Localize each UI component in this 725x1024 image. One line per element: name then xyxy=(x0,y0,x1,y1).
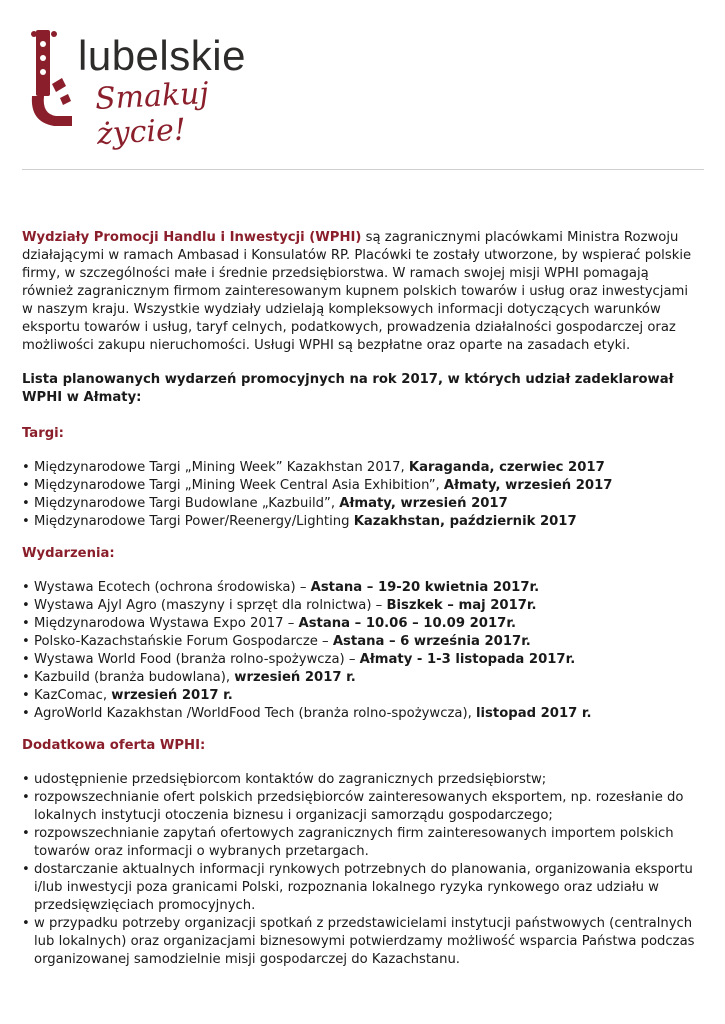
article-content xyxy=(22,229,702,985)
list-item: • Międzynarodowe Targi Budowlane „Kazbuild”, Ałmaty, wrzesień 2017 xyxy=(22,495,702,513)
list-item: • rozpowszechnianie ofert polskich przedsiębiorców zainteresowanych eksportem, np. rozesłanie do lokalnych instytucji otoczenia biznesu i organizacji samorządu gospodarczego; xyxy=(22,789,702,825)
events-list-heading: Lista planowanych wydarzeń promocyjnych na rok 2017, w których udział zadeklarował WPHI w Ałmaty: xyxy=(22,372,674,405)
list-item: • Międzynarodowe Targi „Mining Week Central Asia Exhibition”, Ałmaty, wrzesień 2017 xyxy=(22,477,702,495)
list-item: • udostępnienie przedsiębiorcom kontaktów do zagranicznych przedsiębiorstw; xyxy=(22,771,702,789)
list-item: • dostarczanie aktualnych informacji rynkowych potrzebnych do planowania, organizowania eksportu i/lub inwestycji poza granicami Polski, rozpoznania lokalnego ryzyka rynkowego oraz udziału w przedsięwzięciach promocyjnych. xyxy=(22,861,702,915)
list-item: • Międzynarodowa Wystawa Expo 2017 – Astana – 10.06 – 10.09 2017r. xyxy=(22,615,702,633)
list-item: • Wystawa World Food (branża rolno-spożywcza) – Ałmaty - 1-3 listopada 2017r. xyxy=(22,651,702,669)
list-item: • Polsko-Kazachstańskie Forum Gospodarcze – Astana – 6 września 2017r. xyxy=(22,633,702,651)
oferta-heading: Dodatkowa oferta WPHI: xyxy=(22,738,206,753)
wydarzenia-list xyxy=(22,579,702,723)
list-item: • Wystawa Ajyl Agro (maszyny i sprzęt dla rolnictwa) – Biszkek – maj 2017r. xyxy=(22,597,702,615)
wydarzenia-heading: Wydarzenia: xyxy=(22,546,115,561)
intro-paragraph xyxy=(22,229,702,355)
list-item: • w przypadku potrzeby organizacji spotkań z przedstawicielami instytucji państwowych (centralnych lub lokalnych) oraz organizacjami biznesowymi potwierdzamy możliwość wsparcia Państwa podczas organizowanej samodzielnie misji gospodarczej do Kazachstanu. xyxy=(22,915,702,969)
list-item: • rozpowszechnianie zapytań ofertowych zagranicznych firm zainteresowanych importem polskich towarów oraz informacji o wybranych przetargach. xyxy=(22,825,702,861)
intro-text: są zagranicznymi placówkami Ministra Rozwoju działającymi w ramach Ambasad i Konsulatów RP. Placówki te zostały utworzone, by wspierać polskie firmy, w szczególności małe i średnie przedsiębiorstwa. W ramach swojej misji WPHI pomagają również zagranicznym firmom zainteresowanym kupnem polskich towarów i usług oraz inwestycjami w naszym kraju. Wszystkie wydziały udzielają kompleksowych informacji dotyczących warunków eksportu towarów i usług, taryf celnych, podatkowych, prowadzenia działalności gospodarczej oraz możliwości zakupu nieruchomości. Usługi WPHI są bezpłatne oraz oparte na zasadach etyki. xyxy=(22,230,692,353)
lublin-emblem-icon xyxy=(26,26,86,136)
list-item: • KazComac, wrzesień 2017 r. xyxy=(22,687,702,705)
targi-heading: Targi: xyxy=(22,426,64,441)
header-divider xyxy=(22,169,704,170)
logo-wordmark: lubelskie xyxy=(78,32,246,79)
list-item: • Kazbuild (branża budowlana), wrzesień 2017 r. xyxy=(22,669,702,687)
logo-slogan: Smakuj życie! xyxy=(94,76,210,152)
oferta-list xyxy=(22,771,702,969)
list-item: • Międzynarodowe Targi „Mining Week” Kazakhstan 2017, Karaganda, czerwiec 2017 xyxy=(22,459,702,477)
list-item: • AgroWorld Kazakhstan /WorldFood Tech (branża rolno-spożywcza), listopad 2017 r. xyxy=(22,705,702,723)
wphi-highlight: Wydziały Promocji Handlu i Inwestycji (WPHI) xyxy=(22,230,362,245)
lubelskie-logo xyxy=(26,26,256,152)
list-item: • Międzynarodowe Targi Power/Reenergy/Lighting Kazakhstan, październik 2017 xyxy=(22,513,702,531)
list-item: • Wystawa Ecotech (ochrona środowiska) – Astana – 19-20 kwietnia 2017r. xyxy=(22,579,702,597)
targi-list xyxy=(22,459,702,531)
